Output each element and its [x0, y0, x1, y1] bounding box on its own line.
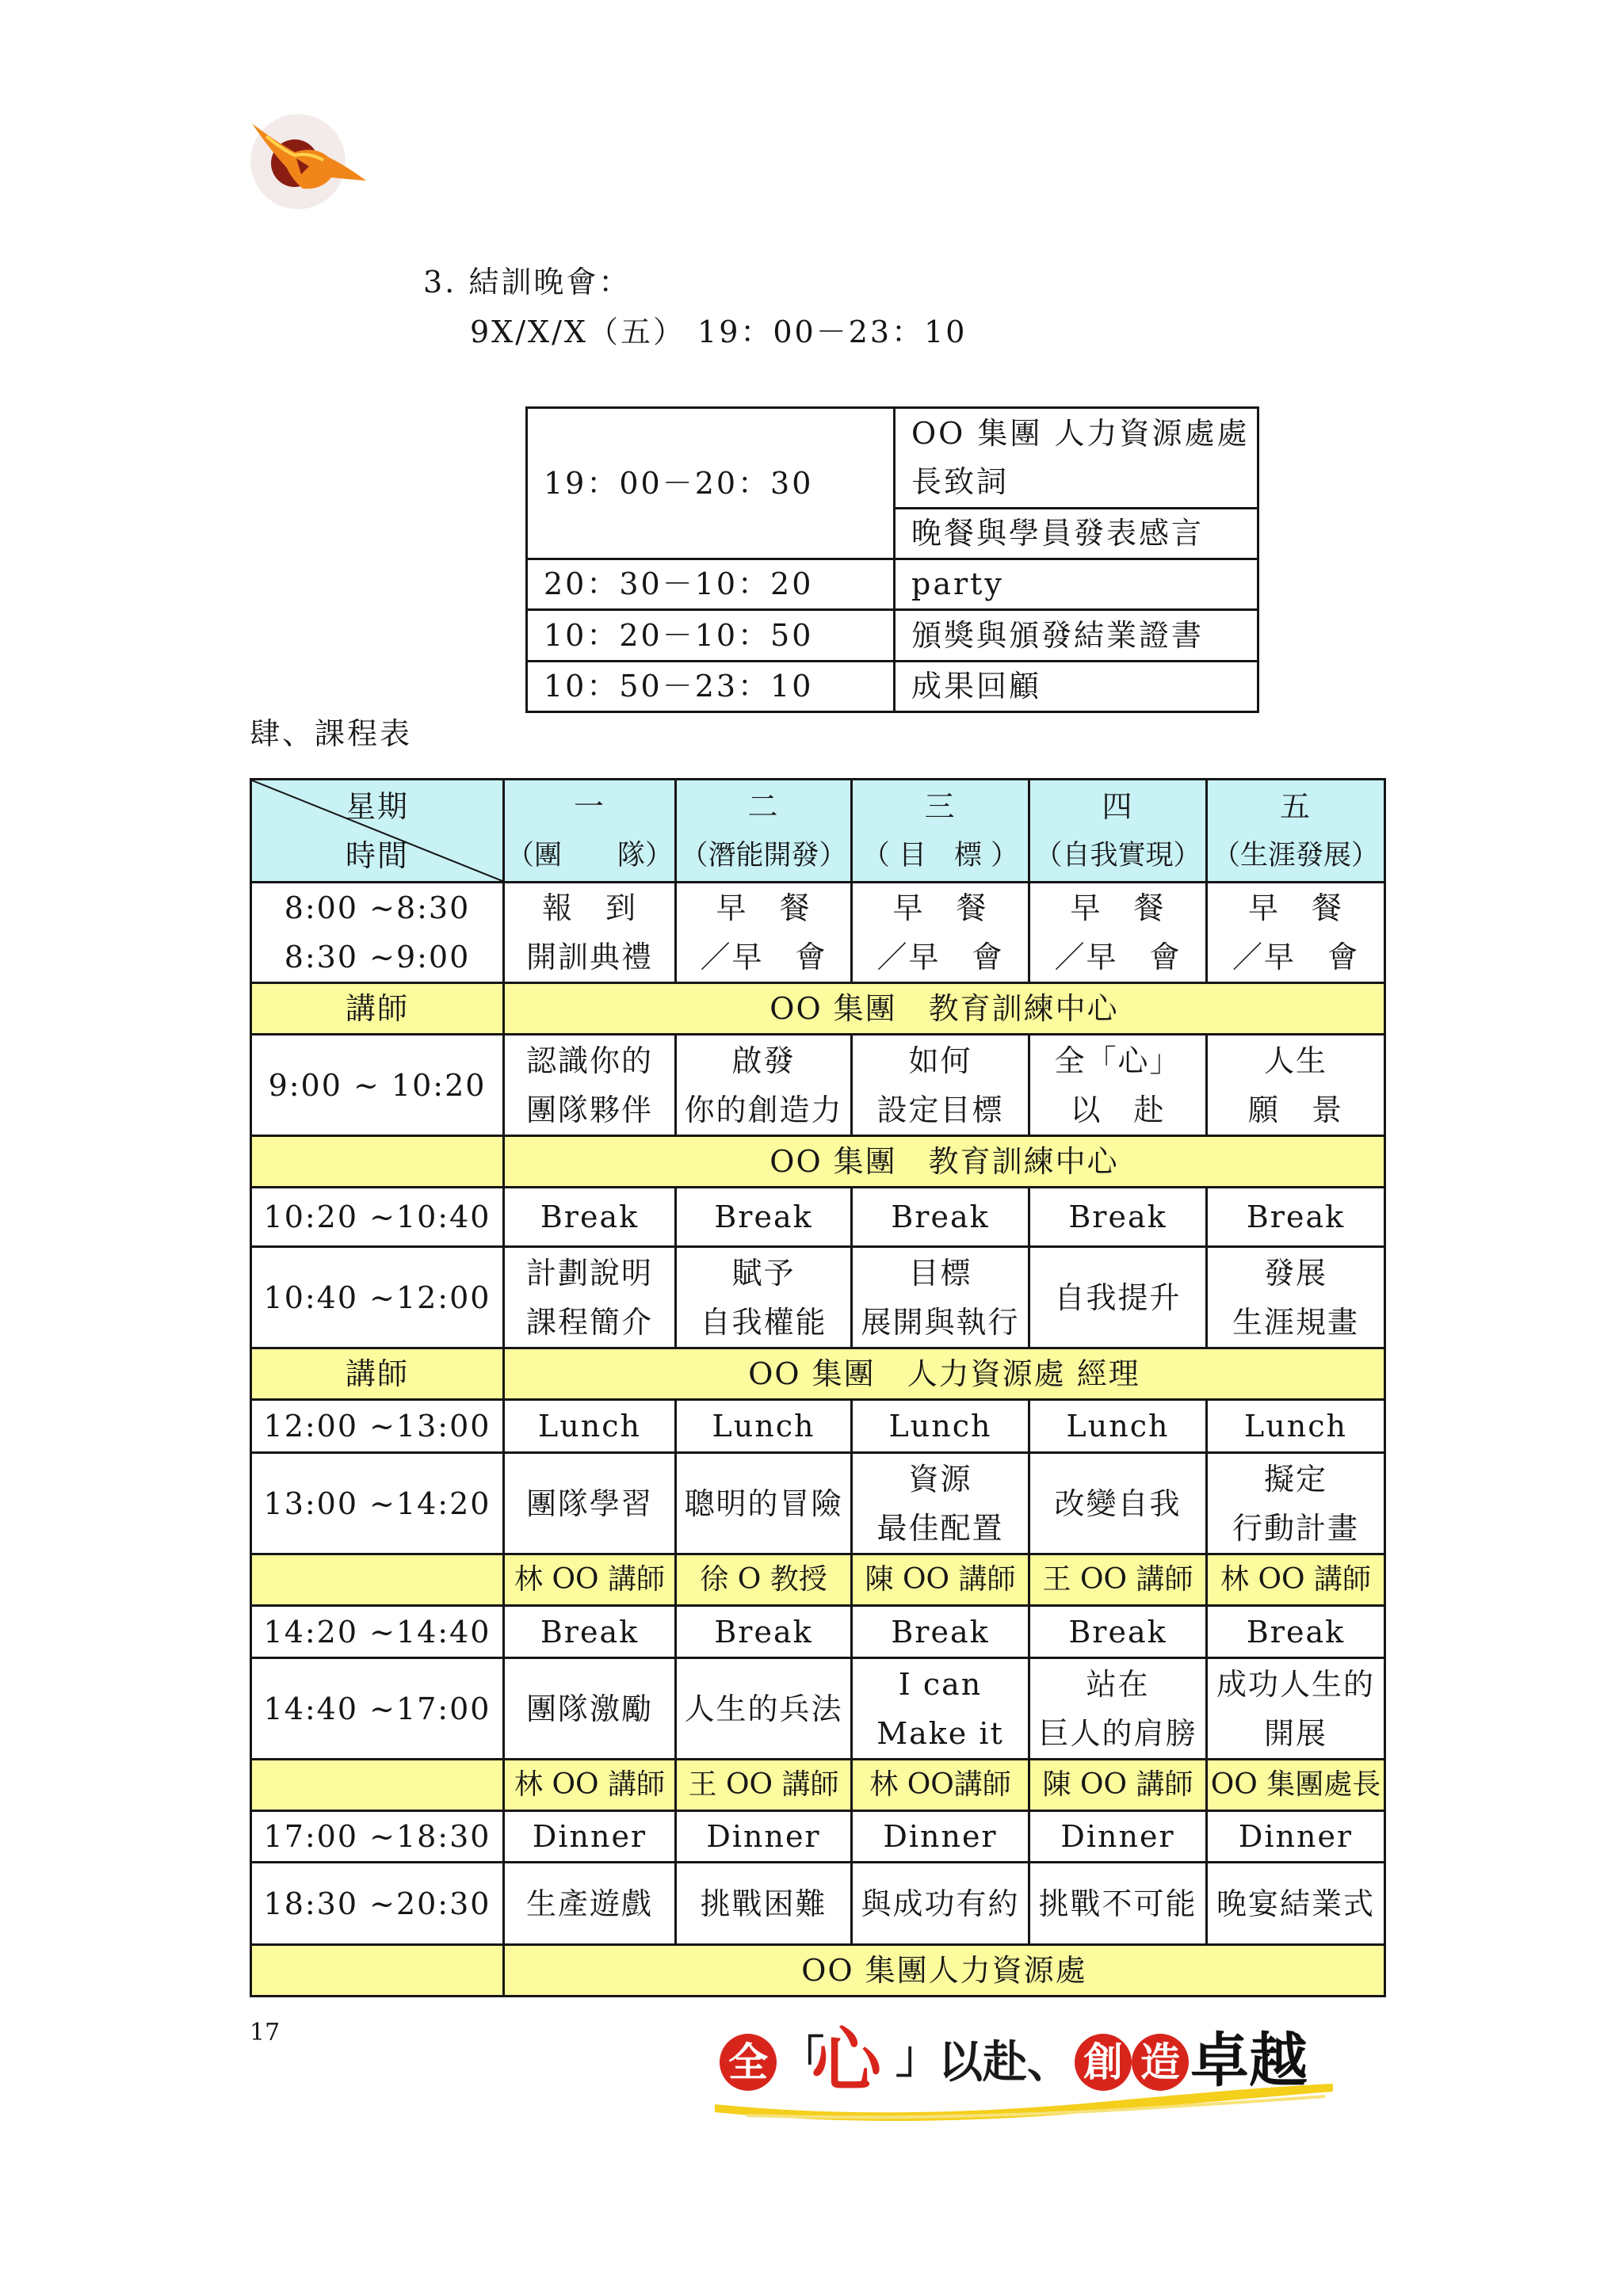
- instructor-org: OO 集團 人力資源處 經理: [504, 1348, 1385, 1400]
- time-cell: 10：50－23：10: [527, 662, 895, 712]
- session-cell: Dinner: [1029, 1811, 1207, 1863]
- slogan-char-create: 創: [1075, 2034, 1132, 2091]
- session-line: 目標: [908, 1255, 972, 1291]
- table-row: [251, 1658, 1385, 1760]
- instructor-name: 林 OO 講師: [1207, 1554, 1385, 1606]
- day-header: [852, 780, 1029, 883]
- session-cell: 生產遊戲: [504, 1863, 676, 1945]
- program-line: OO 集團 人力資源處處: [911, 416, 1250, 451]
- session-cell: [1207, 1035, 1385, 1136]
- instructor-row: [251, 1760, 1385, 1811]
- session-cell: [676, 1658, 852, 1760]
- session-line: 計劃說明: [525, 1255, 653, 1291]
- session-cell: Dinner: [1207, 1811, 1385, 1863]
- session-cell: 挑戰困難: [676, 1863, 852, 1945]
- session-line: 資源: [908, 1461, 972, 1497]
- empty-label-cell: [251, 1945, 504, 1997]
- course-schedule-table: [250, 778, 1386, 1997]
- day-header: [676, 780, 852, 883]
- instructor-name: 徐 O 教授: [676, 1554, 852, 1606]
- slogan-text-excellence: 卓越: [1190, 2027, 1308, 2095]
- program-cell: 成果回顧: [895, 662, 1258, 712]
- session-cell: Dinner: [676, 1811, 852, 1863]
- session-cell: Lunch: [1029, 1400, 1207, 1453]
- session-line: 開訓典禮: [525, 940, 653, 974]
- session-cell: [852, 1035, 1029, 1136]
- day-theme: （ 目 標 ）: [861, 839, 1019, 871]
- session-cell: Dinner: [504, 1811, 676, 1863]
- session-cell: [852, 1658, 1029, 1760]
- dinner-row: [251, 1811, 1385, 1863]
- session-line: 人生的兵法: [684, 1691, 843, 1726]
- session-line: 擬定: [1263, 1461, 1327, 1497]
- session-cell: [676, 1035, 852, 1136]
- time-cell: 19：00－20：30: [527, 408, 895, 559]
- slogan-banner: [715, 2019, 1333, 2123]
- session-line: 啟發: [731, 1043, 796, 1078]
- session-line: 聰明的冒險: [684, 1486, 843, 1521]
- session-cell: [504, 1453, 676, 1554]
- table-row: [251, 883, 1385, 983]
- break-row: [251, 1606, 1385, 1658]
- page-number: 17: [250, 2019, 281, 2046]
- day-header: [1207, 780, 1385, 883]
- session-line: 你的創造力: [684, 1092, 843, 1127]
- table-row: [527, 408, 1258, 509]
- table-row: [251, 1863, 1385, 1945]
- instructor-row: [251, 1945, 1385, 1997]
- time-cell: [251, 883, 504, 983]
- session-line: 團隊夥伴: [525, 1092, 653, 1127]
- session-cell: [1029, 883, 1207, 983]
- session-cell: [1029, 1035, 1207, 1136]
- day-name: 五: [1279, 788, 1312, 824]
- session-line: 願 景: [1247, 1092, 1343, 1127]
- session-line: Make it: [876, 1715, 1004, 1751]
- session-line: 行動計畫: [1232, 1510, 1359, 1546]
- table-row: [251, 1247, 1385, 1348]
- instructor-org: OO 集團 教育訓練中心: [504, 1136, 1385, 1188]
- session-line: 全「心」: [1054, 1043, 1182, 1078]
- session-cell: [504, 1658, 676, 1760]
- session-line: 人生: [1263, 1043, 1327, 1078]
- instructor-name: 林 OO講師: [852, 1760, 1029, 1811]
- session-cell: [1029, 1453, 1207, 1554]
- session-line: 團隊激勵: [525, 1691, 653, 1726]
- table-row: [527, 662, 1258, 712]
- lunch-row: [251, 1400, 1385, 1453]
- session-line: 巨人的肩膀: [1038, 1715, 1197, 1751]
- session-cell: [852, 1453, 1029, 1554]
- session-line: 早 餐: [716, 891, 812, 925]
- session-cell: [504, 883, 676, 983]
- session-cell: [1029, 1247, 1207, 1348]
- instructor-name: OO 集團處長: [1207, 1760, 1385, 1811]
- session-cell: [676, 883, 852, 983]
- session-line: ／早 會: [700, 940, 827, 974]
- session-line: 開展: [1263, 1715, 1327, 1751]
- table-row: [251, 1453, 1385, 1554]
- session-cell: [504, 1247, 676, 1348]
- slogan-text-devote: 以赴、: [938, 2036, 1071, 2088]
- instructor-org: OO 集團 教育訓練中心: [504, 983, 1385, 1035]
- session-line: 自我提升: [1054, 1280, 1182, 1315]
- session-cell: Break: [1207, 1606, 1385, 1658]
- instructor-label: 講師: [251, 983, 504, 1035]
- instructor-name: 王 OO 講師: [676, 1760, 852, 1811]
- day-name: 二: [747, 788, 780, 824]
- day-theme: （生涯發展）: [1212, 839, 1379, 871]
- session-line: 設定目標: [876, 1092, 1004, 1127]
- session-cell: [852, 883, 1029, 983]
- weekday-label: 星期: [345, 788, 409, 824]
- closing-party-heading: 3. 結訓晚會：: [423, 265, 632, 299]
- session-cell: Lunch: [504, 1400, 676, 1453]
- slogan-close-bracket: 」: [896, 2031, 940, 2084]
- session-cell: Lunch: [852, 1400, 1029, 1453]
- session-cell: [1207, 1247, 1385, 1348]
- session-line: 改變自我: [1054, 1486, 1182, 1521]
- session-line: 發展: [1263, 1255, 1327, 1291]
- empty-label-cell: [251, 1760, 504, 1811]
- session-line: 站在: [1086, 1666, 1150, 1702]
- day-header: [504, 780, 676, 883]
- session-cell: 挑戰不可能: [1029, 1863, 1207, 1945]
- session-cell: [1207, 1453, 1385, 1554]
- program-line: 晚餐與學員發表感言: [911, 516, 1205, 551]
- instructor-org: OO 集團人力資源處: [504, 1945, 1385, 1997]
- program-cell: [895, 408, 1258, 509]
- session-line: 早 餐: [892, 891, 988, 925]
- session-cell: Break: [1029, 1606, 1207, 1658]
- session-line: 成功人生的: [1216, 1666, 1375, 1702]
- session-line: 以 赴: [1070, 1092, 1166, 1127]
- session-cell: 晚宴結業式: [1207, 1863, 1385, 1945]
- session-line: ／早 會: [876, 940, 1004, 974]
- session-line: ／早 會: [1232, 940, 1359, 974]
- session-cell: Break: [852, 1188, 1029, 1247]
- table-row: [527, 559, 1258, 610]
- empty-label-cell: [251, 1136, 504, 1188]
- eagle-emblem-icon: [246, 111, 372, 214]
- time-line: 8:00 ~8:30: [284, 891, 471, 925]
- time-cell: 17:00 ~18:30: [251, 1811, 504, 1863]
- session-cell: Lunch: [676, 1400, 852, 1453]
- session-line: ／早 會: [1054, 940, 1182, 974]
- time-cell: 10:40 ~12:00: [251, 1247, 504, 1348]
- day-theme: （潛能開發）: [680, 839, 847, 871]
- program-line: 長致詞: [911, 464, 1010, 499]
- empty-label-cell: [251, 1554, 504, 1606]
- time-cell: 20：30－10：20: [527, 559, 895, 610]
- instructor-row: [251, 983, 1385, 1035]
- session-cell: [852, 1247, 1029, 1348]
- session-line: 最佳配置: [876, 1510, 1004, 1546]
- day-name: 三: [924, 788, 957, 824]
- session-line: 賦予: [731, 1255, 796, 1291]
- time-cell: 14:40 ~17:00: [251, 1658, 504, 1760]
- header-row: [251, 780, 1385, 883]
- time-cell: 18:30 ~20:30: [251, 1863, 504, 1945]
- time-cell: 12:00 ~13:00: [251, 1400, 504, 1453]
- session-cell: Break: [1207, 1188, 1385, 1247]
- session-line: 展開與執行: [861, 1304, 1020, 1340]
- session-cell: [676, 1247, 852, 1348]
- time-cell: 10：20－10：50: [527, 610, 895, 662]
- instructor-row: [251, 1136, 1385, 1188]
- section-title: 肆、課程表: [250, 716, 413, 751]
- session-line: 團隊學習: [525, 1486, 653, 1521]
- slogan-open-bracket: 「: [780, 2031, 824, 2084]
- session-cell: Break: [676, 1188, 852, 1247]
- program-cell: party: [895, 559, 1258, 610]
- instructor-name: 林 OO 講師: [504, 1760, 676, 1811]
- instructor-name: 陳 OO 講師: [852, 1554, 1029, 1606]
- slogan-char-full: 全: [720, 2034, 777, 2091]
- session-line: I can: [898, 1666, 983, 1702]
- day-theme: （自我實現）: [1034, 839, 1201, 871]
- instructor-row: [251, 1348, 1385, 1400]
- session-cell: [1207, 883, 1385, 983]
- session-cell: [1029, 1658, 1207, 1760]
- session-line: 報 到: [541, 891, 637, 925]
- closing-party-datetime: 9X/X/X（五） 19：00－23：10: [470, 315, 968, 349]
- session-line: 自我權能: [700, 1304, 827, 1340]
- corner-cell: [251, 780, 504, 883]
- session-line: 如何: [908, 1043, 972, 1078]
- day-theme: （團 隊）: [506, 839, 673, 871]
- session-cell: Dinner: [852, 1811, 1029, 1863]
- program-cell: 頒獎與頒發結業證書: [895, 610, 1258, 662]
- session-cell: Break: [1029, 1188, 1207, 1247]
- session-line: 認識你的: [525, 1043, 653, 1078]
- time-label: 時間: [345, 837, 409, 873]
- session-cell: Break: [852, 1606, 1029, 1658]
- day-header: [1029, 780, 1207, 883]
- session-cell: Break: [504, 1606, 676, 1658]
- break-row: [251, 1188, 1385, 1247]
- session-cell: 與成功有約: [852, 1863, 1029, 1945]
- table-row: [251, 1035, 1385, 1136]
- instructor-name: 王 OO 講師: [1029, 1554, 1207, 1606]
- instructor-name: 陳 OO 講師: [1029, 1760, 1207, 1811]
- session-line: 早 餐: [1247, 891, 1343, 925]
- slogan-char-make: 造: [1132, 2034, 1189, 2091]
- session-cell: [1207, 1658, 1385, 1760]
- session-line: 生涯規畫: [1232, 1304, 1359, 1340]
- session-cell: [676, 1453, 852, 1554]
- session-cell: Break: [676, 1606, 852, 1658]
- time-line: 8:30 ~9:00: [284, 940, 471, 974]
- session-cell: Break: [504, 1188, 676, 1247]
- instructor-name: 林 OO 講師: [504, 1554, 676, 1606]
- program-cell: [895, 509, 1258, 559]
- instructor-label: 講師: [251, 1348, 504, 1400]
- time-cell: 13:00 ~14:20: [251, 1453, 504, 1554]
- session-line: 課程簡介: [525, 1304, 653, 1340]
- table-row: [527, 610, 1258, 662]
- session-cell: [504, 1035, 676, 1136]
- day-name: 一: [573, 788, 605, 824]
- day-name: 四: [1102, 788, 1134, 824]
- session-cell: Lunch: [1207, 1400, 1385, 1453]
- session-line: 早 餐: [1070, 891, 1166, 925]
- time-cell: 14:20 ~14:40: [251, 1606, 504, 1658]
- time-cell: 9:00 ~ 10:20: [251, 1035, 504, 1136]
- instructor-row: [251, 1554, 1385, 1606]
- slogan-char-heart: 心: [812, 2019, 882, 2101]
- time-cell: 10:20 ~10:40: [251, 1188, 504, 1247]
- closing-party-table: [525, 406, 1259, 713]
